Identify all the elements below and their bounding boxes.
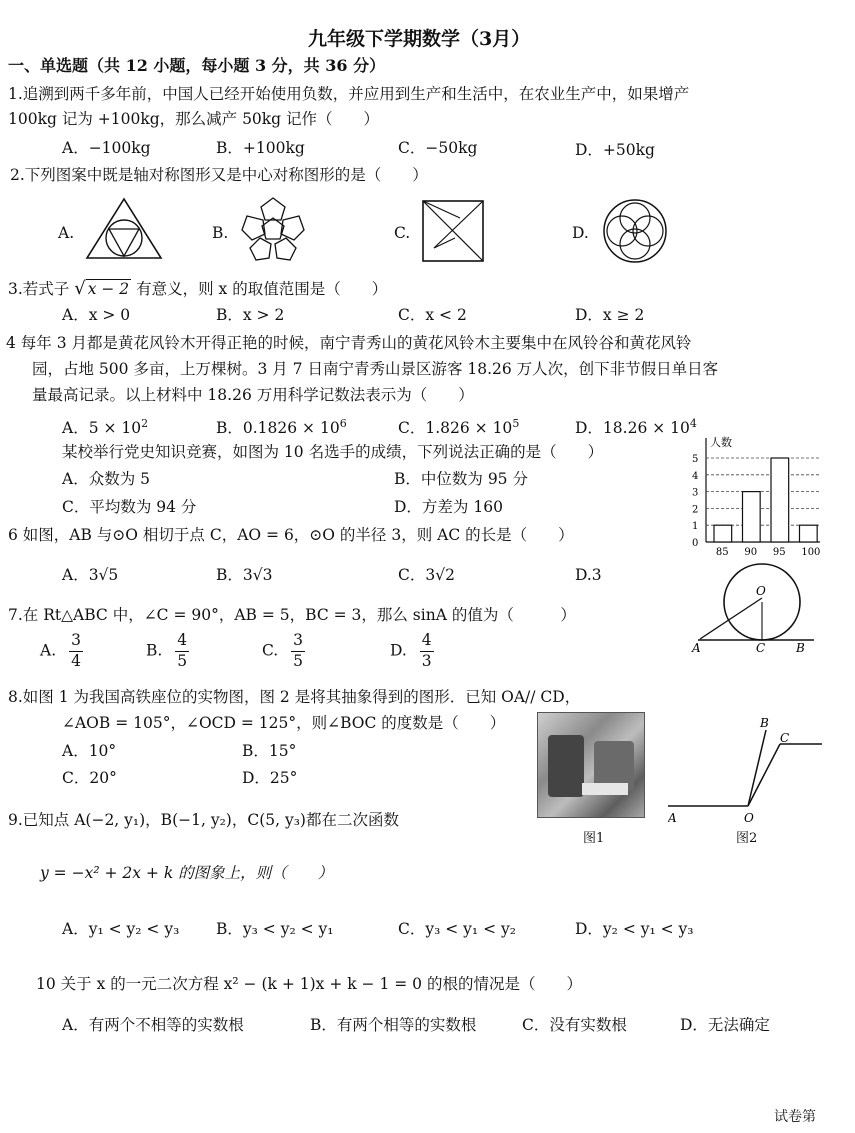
- q2-option-c: C.: [394, 224, 411, 242]
- q7-option-d: D. $\frac{4}{3}$: [390, 631, 432, 670]
- y-tick-label: 3: [692, 487, 699, 499]
- label-c: C: [756, 641, 766, 655]
- q4-option-a: A．$5 \times 10^2$: [62, 417, 149, 438]
- q7-option-a: A. $\frac{3}{4}$: [40, 631, 81, 670]
- x-tick-label: 100: [801, 547, 821, 558]
- section-heading: 一、单选题（共 12 小题，每小题 3 分，共 36 分）: [8, 56, 386, 75]
- fig2-caption: 图2: [736, 831, 758, 846]
- q10-option-d: D．无法确定: [680, 1016, 770, 1034]
- bar: [800, 525, 818, 542]
- sqrt-symbol: √: [74, 278, 86, 299]
- q8-option-a: A．10°: [62, 742, 117, 760]
- q3-stem-pre: 3.若式子: [8, 280, 70, 298]
- q1-option-a: A．−100kg: [62, 139, 151, 157]
- seat-back: [548, 735, 584, 797]
- q3-stem: [8, 280, 387, 298]
- q1-option-b: B．+100kg: [216, 139, 305, 157]
- bar: [743, 492, 761, 542]
- x-tick-label: 95: [772, 547, 786, 558]
- q3-option-d: D．x ≥ 2: [575, 306, 645, 324]
- fig1-caption: 图1: [583, 831, 605, 846]
- q10-option-a: A．有两个不相等的实数根: [62, 1016, 244, 1034]
- bar: [714, 525, 732, 542]
- q6-option-b: B．3√3: [216, 566, 273, 584]
- label-o: O: [744, 811, 754, 825]
- q4-option-c: C．$1.826 \times 10^5$: [398, 417, 520, 438]
- page-title: 九年级下学期数学（3月）: [308, 28, 531, 50]
- q2-option-b: B.: [212, 224, 229, 242]
- label-c: C: [780, 731, 790, 745]
- q1-option-d: D．+50kg: [575, 141, 655, 159]
- triangle-circle-figure: [84, 196, 164, 262]
- q5-stem: 某校举行党史知识竞赛，如图为 10 名选手的成绩，下列说法正确的是（ ）: [62, 443, 604, 461]
- q7-option-b: B. $\frac{4}{5}$: [146, 631, 188, 670]
- q6-stem: 6 如图，AB 与⊙O 相切于点 C，AO = 6，⊙O 的半径 3，则 AC 的长是（ ）: [8, 526, 574, 544]
- q1-stem-line1: 1.追溯到两千多年前，中国人已经开始使用负数，并应用到生产和生活中，在农业生产中，如果增产: [8, 85, 690, 103]
- pentagon-flower-figure: [238, 196, 308, 262]
- q8-option-d: D．25°: [242, 769, 298, 787]
- q10-stem: 10 关于 x 的一元二次方程 x² − (k + 1)x + k − 1 = 0 的根的情况是（ ）: [36, 975, 582, 993]
- label-b: B: [796, 641, 805, 655]
- q9-stem-line2: y = −x² + 2x + k 的图象上，则（ ）: [40, 864, 334, 882]
- q8-stem-line1: 8.如图 1 为我国高铁座位的实物图，图 2 是将其抽象得到的图形．已知 OA// CD，: [8, 688, 581, 706]
- label-o: O: [756, 584, 766, 598]
- q3-option-c: C．x < 2: [398, 306, 467, 324]
- q4-option-b: B．$0.1826 \times 10^6$: [216, 417, 347, 438]
- q7-option-c: C. $\frac{3}{5}$: [262, 631, 304, 670]
- q3-option-a: A．x > 0: [62, 306, 131, 324]
- y-tick-label: 1: [692, 521, 699, 533]
- label-b: B: [760, 716, 769, 730]
- seat-tray: [582, 783, 628, 795]
- label-a: A: [692, 641, 701, 655]
- label-a: A: [668, 811, 677, 825]
- q6-option-d: D.3: [575, 566, 602, 584]
- q3-radicand: x − 2: [87, 280, 130, 298]
- score-bar-chart: [686, 432, 824, 560]
- q7-stem: 7.在 Rt△ABC 中，∠C = 90°，AB = 5，BC = 3，那么 sinA 的值为（ ）: [8, 606, 576, 624]
- train-seat-photo: [537, 712, 645, 818]
- x-tick-label: 85: [715, 547, 729, 558]
- q3-stem-post: 有意义，则 x 的取值范围是（ ）: [136, 280, 388, 298]
- q2-option-a: A.: [58, 224, 75, 242]
- q5-option-a: A．众数为 5: [62, 470, 150, 488]
- q8-option-b: B．15°: [242, 742, 297, 760]
- q2-stem: 2.下列图案中既是轴对称图形又是中心对称图形的是（ ）: [10, 166, 428, 184]
- q10-option-c: C．没有实数根: [522, 1016, 627, 1034]
- q9-option-d: D．y₂ < y₁ < y₃: [575, 920, 694, 938]
- angle-figure-2: [668, 714, 824, 826]
- page-footer: 试卷第: [774, 1109, 816, 1125]
- y-tick-label: 4: [692, 470, 699, 482]
- q4-stem-line3: 量最高记录。以上材料中 18.26 万用科学记数法表示为（ ）: [32, 386, 474, 404]
- y-tick-label: 2: [692, 504, 699, 516]
- y-axis-label: 人数: [710, 436, 732, 449]
- q5-option-c: C．平均数为 94 分: [62, 498, 197, 516]
- y-tick-label: 0: [692, 538, 699, 549]
- square-pinwheel-figure: [420, 198, 486, 264]
- q9-option-a: A．y₁ < y₂ < y₃: [62, 920, 180, 938]
- y-tick-label: 5: [692, 454, 699, 465]
- q1-option-c: C．−50kg: [398, 139, 478, 157]
- q9-option-b: B．y₃ < y₂ < y₁: [216, 920, 334, 938]
- q3-option-b: B．x > 2: [216, 306, 285, 324]
- q9-stem-line1: 9.已知点 A(−2, y₁)，B(−1, y₂)，C(5, y₃)都在二次函数: [8, 811, 399, 829]
- q6-option-c: C．3√2: [398, 566, 455, 584]
- x-tick-label: 90: [744, 547, 758, 558]
- q6-option-a: A．3√5: [62, 566, 119, 584]
- tangent-circle-figure: [688, 560, 818, 656]
- q10-option-b: B．有两个相等的实数根: [310, 1016, 477, 1034]
- q8-option-c: C．20°: [62, 769, 117, 787]
- four-circles-figure: [600, 196, 670, 266]
- q1-stem-line2: 100kg 记为 +100kg，那么减产 50kg 记作（ ）: [8, 110, 380, 128]
- q9-option-c: C．y₃ < y₁ < y₂: [398, 920, 516, 938]
- q8-stem-line2: ∠AOB = 105°，∠OCD = 125°，则∠BOC 的度数是（ ）: [62, 714, 506, 732]
- q4-stem-line2: 园，占地 500 多亩，上万棵树。3 月 7 日南宁青秀山景区游客 18.26 万人次，创下非节假日单日客: [32, 360, 719, 378]
- bar: [771, 458, 789, 542]
- q4-stem-line1: 4 每年 3 月都是黄花风铃木开得正艳的时候，南宁青秀山的黄花风铃木主要集中在风铃谷和黄花风铃: [6, 334, 692, 352]
- q5-option-d: D．方差为 160: [394, 498, 503, 516]
- q4-option-d: D．$18.26 \times 10^4$: [575, 417, 697, 438]
- q5-option-b: B．中位数为 95 分: [394, 470, 528, 488]
- q2-option-d: D.: [572, 224, 589, 242]
